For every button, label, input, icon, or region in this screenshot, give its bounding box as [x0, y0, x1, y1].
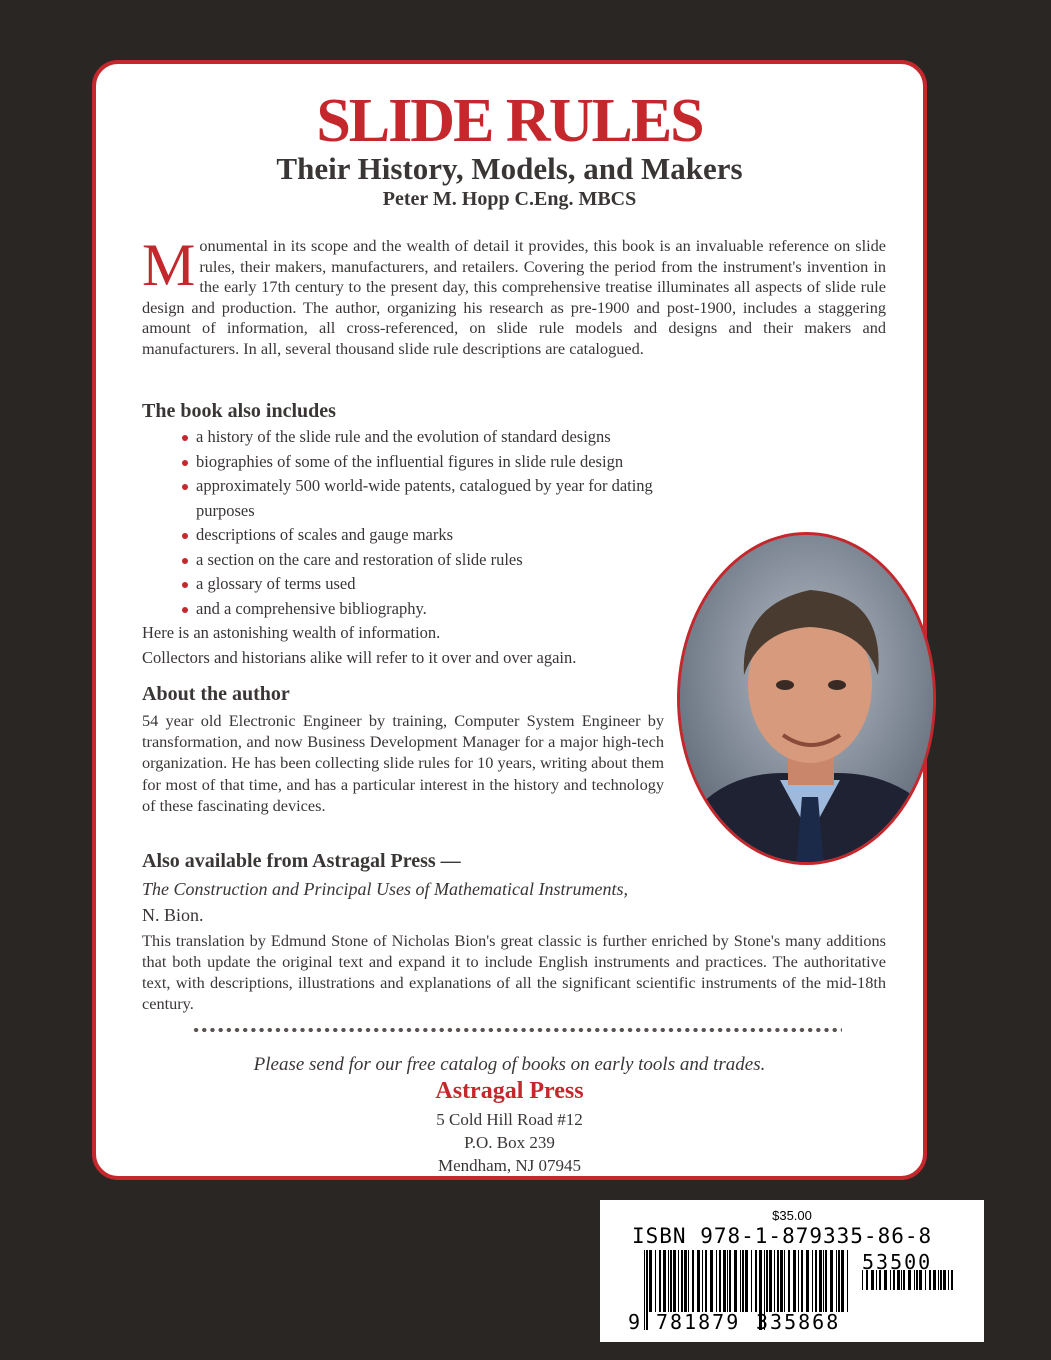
catalog-line: Please send for our free catalog of books on early tools and trades. — [253, 1054, 766, 1075]
dotted-divider — [192, 1027, 842, 1033]
barcode-bar — [948, 1270, 949, 1290]
barcode-bar — [801, 1250, 803, 1312]
portrait-image — [680, 535, 936, 865]
isbn-label: ISBN 978-1-879335-86-8 — [632, 1224, 933, 1248]
includes-list — [182, 425, 702, 621]
list-item: and a comprehensive bibliography. — [182, 597, 702, 622]
barcode-bar — [740, 1250, 741, 1312]
barcode-bar — [819, 1250, 822, 1312]
barcode-bar — [793, 1250, 796, 1312]
barcode-bar — [702, 1250, 703, 1312]
book-title: SLIDE RULES — [316, 87, 703, 155]
barcode-bar — [745, 1250, 748, 1312]
barcode-bar — [951, 1270, 953, 1290]
barcode-bar — [751, 1250, 752, 1312]
barcode-bar — [670, 1250, 672, 1312]
list-item: a section on the care and restoration of slide rules — [182, 548, 702, 573]
barcode-bar — [673, 1250, 676, 1312]
barcode-bar — [684, 1250, 687, 1312]
barcode-bar — [705, 1250, 707, 1312]
intro-text: onumental in its scope and the wealth of detail it provides, this book is an invaluable reference on slide rules, their makers, manufacturers, and retailers. Covering the period from the instrument's invention in the early 17th century to the present day, this comprehensive treatise illuminates all aspects of slide rule design and production. The author, organizing his research as pre-1900 and post-1900, includes a staggering amount of information, all cross-referenced, on slide rule models and designs and their makers and manufacturers. In all, several thousand slide rule descriptions are catalogued. — [142, 236, 886, 358]
barcode-bar — [933, 1270, 936, 1290]
barcode-bar — [716, 1250, 717, 1312]
barcode-bar — [812, 1250, 813, 1312]
closing-line-2: Collectors and historians alike will refer to it over and over again. — [142, 648, 577, 667]
barcode-bar — [734, 1250, 737, 1312]
barcode-bar — [769, 1250, 772, 1312]
barcode-bar — [668, 1250, 669, 1312]
barcode-digits-left: 781879 — [656, 1310, 741, 1334]
barcode-bar — [646, 1250, 648, 1330]
also-book-title: The Construction and Principal Uses of Mathematical Instruments, — [142, 879, 628, 899]
about-heading: About the author — [142, 683, 290, 705]
barcode-bar — [655, 1250, 656, 1312]
address-line-2: P.O. Box 239 — [464, 1133, 555, 1152]
barcode-bar — [838, 1250, 840, 1312]
barcode-bar — [692, 1250, 694, 1312]
author-portrait — [677, 532, 936, 865]
also-heading: Also available from Astragal Press — — [142, 850, 461, 872]
barcode-bar — [943, 1270, 946, 1290]
barcode-bar — [847, 1250, 848, 1312]
includes-heading: The book also includes — [142, 400, 336, 422]
barcode-bar — [644, 1250, 645, 1330]
barcode-bar — [788, 1250, 790, 1312]
price-label: $35.00 — [772, 1208, 812, 1223]
barcode-bar — [784, 1250, 785, 1312]
barcode-bar — [659, 1250, 661, 1312]
barcode-bar — [806, 1250, 809, 1312]
list-item: biographies of some of the influential figures in slide rule design — [182, 450, 702, 475]
barcode-bar — [830, 1250, 833, 1312]
closing-line-1: Here is an astonishing wealth of information. — [142, 623, 441, 642]
barcode-bar — [823, 1250, 824, 1312]
barcode-bar — [649, 1250, 652, 1312]
barcode-bar — [766, 1250, 768, 1312]
barcode-bar — [697, 1250, 700, 1312]
publisher-name: Astragal Press — [435, 1078, 584, 1104]
barcode-bar — [678, 1250, 679, 1312]
barcode-bar — [841, 1250, 844, 1312]
about-text: 54 year old Electronic Engineer by training, Computer System Engineer by transformation, and now Business Development Manager for a major high-tech organization. He has been collecting slide rules for 10 years, writing about them for most of that time, and has a particular interest in the history and technology of these fascinating devices. — [142, 711, 664, 815]
also-description: This translation by Edmund Stone of Nicholas Bion's great classic is further enriched by Stone's many additions that both update the original text and expand it to include English instruments and practices. The authoritative text, with descriptions, illustrations and explanations of all the significant scientific instruments of the mid-18th century. — [142, 931, 886, 1013]
barcode-bar — [836, 1250, 837, 1312]
barcode-bar — [723, 1250, 726, 1312]
barcode-digit-first: 9 — [628, 1310, 641, 1334]
barcode-bar — [710, 1250, 713, 1312]
barcode-bar — [688, 1250, 689, 1312]
barcode-bar — [777, 1250, 779, 1312]
list-item: a glossary of terms used — [182, 572, 702, 597]
book-subtitle: Their History, Models, and Makers — [276, 151, 743, 186]
barcode-bar — [938, 1270, 939, 1290]
drop-cap: M — [142, 232, 196, 298]
also-book-author: N. Bion. — [142, 905, 204, 925]
address-line-3: Mendham, NJ 07945 — [437, 1156, 582, 1175]
price-barcode — [862, 1270, 954, 1330]
book-author: Peter M. Hopp C.Eng. MBCS — [382, 188, 637, 210]
barcode-bar — [774, 1250, 775, 1312]
barcode-bar — [798, 1250, 799, 1312]
barcode-bar — [755, 1250, 757, 1312]
list-item: a history of the slide rule and the evolution of standard designs — [182, 425, 702, 450]
barcode-digits-right: 335868 — [756, 1310, 841, 1334]
list-item: descriptions of scales and gauge marks — [182, 523, 702, 548]
barcode-bar — [727, 1250, 728, 1312]
barcode-bar — [825, 1250, 827, 1312]
address-line-1: 5 Cold Hill Road #12 — [436, 1110, 583, 1129]
barcode-bar — [940, 1270, 942, 1290]
price-code: 53500 — [862, 1250, 933, 1274]
barcode-bar — [742, 1250, 744, 1312]
barcode-bar — [729, 1250, 731, 1312]
barcode-bar — [780, 1250, 783, 1312]
list-item: approximately 500 world-wide patents, catalogued by year for dating purposes — [182, 474, 702, 523]
barcode-label — [600, 1200, 984, 1342]
barcode-bar — [719, 1250, 721, 1312]
barcode-bar — [663, 1250, 666, 1312]
barcode-bar — [681, 1250, 683, 1312]
barcode-bar — [815, 1250, 817, 1312]
intro-paragraph — [142, 232, 886, 360]
